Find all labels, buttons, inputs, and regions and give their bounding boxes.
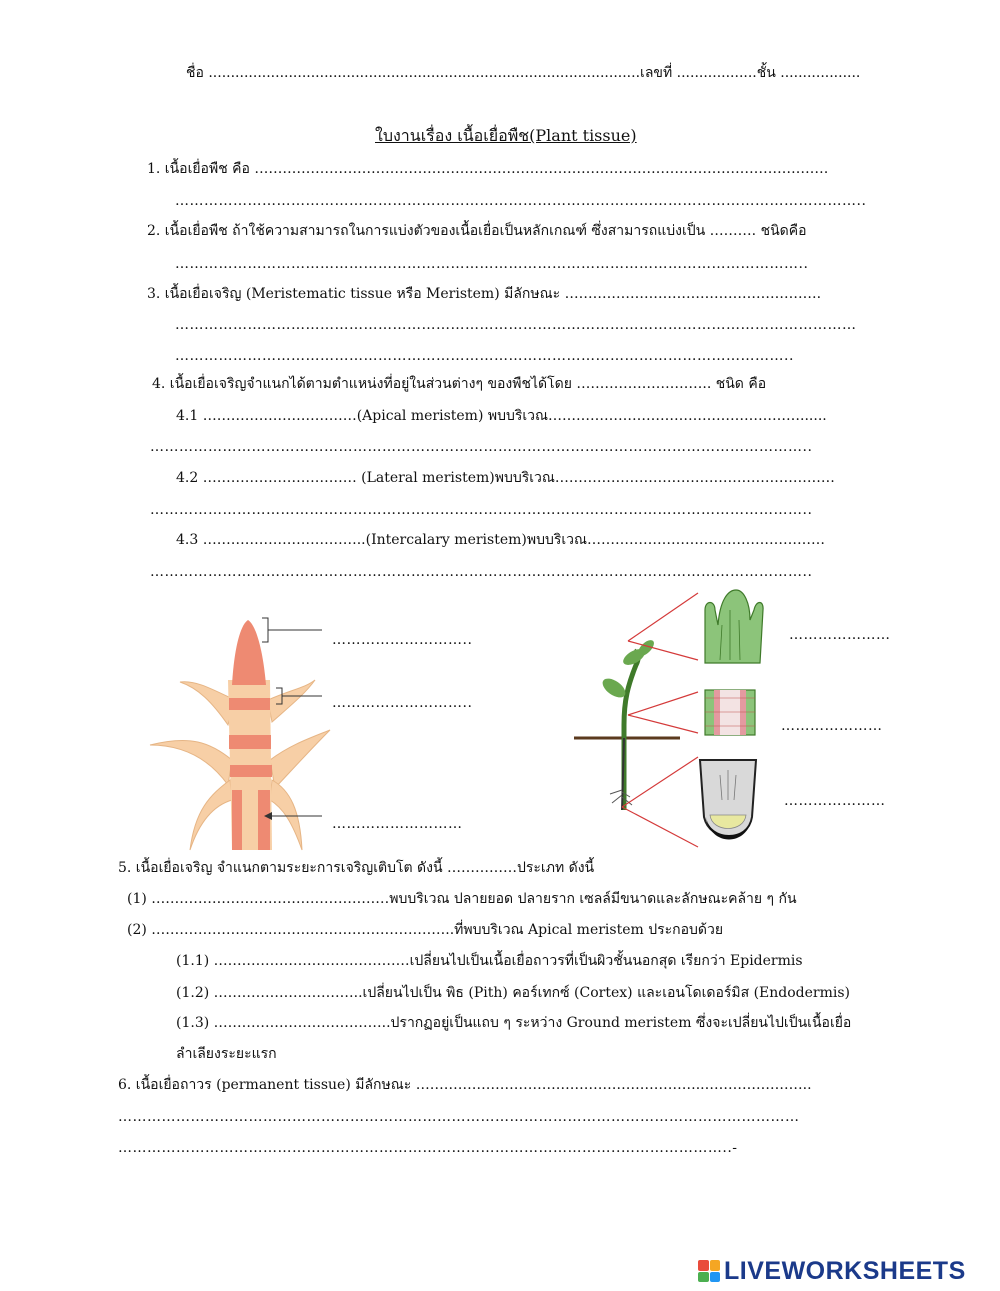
question-6: 6. เนื้อเยื่อถาวร (permanent tissue) มีลักษณะ ……………………………………………………..………………….. — [118, 1077, 812, 1093]
answer-line[interactable]: …………………………………………………………………………………………..…………………..- — [118, 1140, 738, 1156]
apical-meristem — [232, 620, 266, 685]
lateral-meristem-strip — [258, 790, 270, 850]
label-blank-shoot-tip[interactable]: ………………… — [789, 627, 891, 643]
answer-line[interactable]: ……………………………………………………………………………………………………………….. — [175, 348, 794, 364]
leaf-left-upper — [180, 682, 235, 725]
worksheet-title: ใบงานเรื่อง เนื้อเยื่อพืช(Plant tissue) — [375, 126, 637, 145]
label-blank-apical[interactable]: ……………………….. — [332, 632, 473, 648]
answer-line[interactable]: ……………………………………………………………………………………………………………………….. — [150, 439, 813, 455]
intercalary-band — [229, 735, 271, 749]
bracket — [262, 618, 268, 642]
seedling-stem — [624, 651, 638, 810]
question-2: 2. เนื้อเยื่อพืช ถ้าใช้ความสามารถในการแบ่งตัวของเนื้อเยื่อเป็นหลักเกณฑ์ ซึ่งสามารถแบ่งเป็น ………. ชนิดคือ — [147, 223, 807, 239]
question-4: 4. เนื้อเยื่อเจริญจำแนกได้ตามตำแหน่งที่อยู่ในส่วนต่างๆ ของพืชได้โดย ……………………….. ชนิด คือ — [152, 376, 767, 392]
answer-line[interactable]: ………………………………………………………………………………………………………………….. — [175, 256, 809, 272]
answer-line[interactable]: ……………………………………………………………………………………………………………………….. — [150, 502, 813, 518]
shoot-meristem-diagram — [140, 610, 340, 860]
question-4-1: 4.1 ……………………………(Apical meristem) พบบริเวณ………………………………………………...... — [176, 408, 827, 424]
leaf-right-lower — [270, 730, 330, 788]
name-number-class-line: ชื่อ .................................................................................................เลขที่ ..................ชั้น .................. — [186, 65, 861, 81]
question-5: 5. เนื้อเยื่อเจริญ จำแนกตามระยะการเจริญเติบโต ดังนี้ ……………ประเภท ดังนี้ — [118, 860, 595, 876]
answer-line[interactable]: …………………………………………………………………………………………………………………………… — [118, 1109, 800, 1125]
question-3: 3. เนื้อเยื่อเจริญ (Meristematic tissue หรือ Meristem) มีลักษณะ ………………………………………………. — [147, 286, 822, 302]
label-blank-stem[interactable]: ………………… — [781, 718, 883, 734]
logo-text: LIVEWORKSHEETS — [724, 1256, 966, 1285]
question-5-2-3: (1.3) ………………………………..ปรากฏอยู่เป็นแถบ ๆ ระหว่าง Ground meristem ซึ่งจะเปลี่ยนไปเป็นเนื้อเยื่อ — [176, 1015, 852, 1031]
liveworksheets-logo — [698, 1256, 966, 1286]
question-4-2: 4.2 …………………………… (Lateral meristem)พบบริเวณ…………………………………………………… — [176, 470, 835, 486]
logo-mark-icon — [698, 1260, 720, 1282]
intercalary-band — [230, 765, 272, 777]
label-blank-intercalary[interactable]: ……………………….. — [332, 695, 473, 711]
answer-line[interactable]: …………………………………………………………………………………………………………………………… — [175, 317, 857, 333]
question-4-3: 4.3 ……………………………..(Intercalary meristem)พบบริเวณ…………………………………………… — [176, 532, 826, 548]
intercalary-band — [229, 698, 270, 710]
question-5-2-3-continued: ลำเลียงระยะแรก — [176, 1046, 277, 1062]
label-blank-lateral[interactable]: ……………………… — [332, 816, 463, 832]
question-5-2-1: (1.1) ……………………………………เปลี่ยนไปเป็นเนื้อเยื่อถาวรที่เป็นผิวชั้นนอกสุด เรียกว่า Epidermis — [176, 953, 803, 969]
leaf-left-base — [190, 780, 232, 850]
leaf-left-lower — [150, 740, 232, 785]
leaf-right-upper — [268, 680, 315, 722]
question-5-2-2: (1.2) …………………………..เปลี่ยนไปเป็น พิธ (Pith) คอร์เทกซ์ (Cortex) และเอนโดเดอร์มิส (Endodermis) — [176, 985, 851, 1001]
question-1: 1. เนื้อเยื่อพืช คือ …………………………………………………………………………………………………………… — [147, 161, 829, 177]
question-5-2: (2) ………………………………………………………..ที่พบบริเวณ Apical meristem ประกอบด้วย — [127, 922, 724, 938]
seedling-diagram — [570, 585, 790, 850]
lateral-meristem-strip — [232, 790, 242, 850]
leaf-right-base — [270, 780, 302, 850]
answer-line[interactable]: ……………………………………………………………………………………………………………………….. — [150, 564, 813, 580]
label-blank-root-tip[interactable]: ………………… — [784, 793, 886, 809]
answer-line[interactable]: …………………………………………………………………………………………………………………………….. — [175, 193, 867, 209]
question-5-1: (1) ……………………………………………พบบริเวณ ปลายยอด ปลายราก เซลล์มีขนาดและลักษณะคล้าย ๆ กัน — [127, 891, 797, 907]
shoot-tip-section — [705, 590, 763, 663]
